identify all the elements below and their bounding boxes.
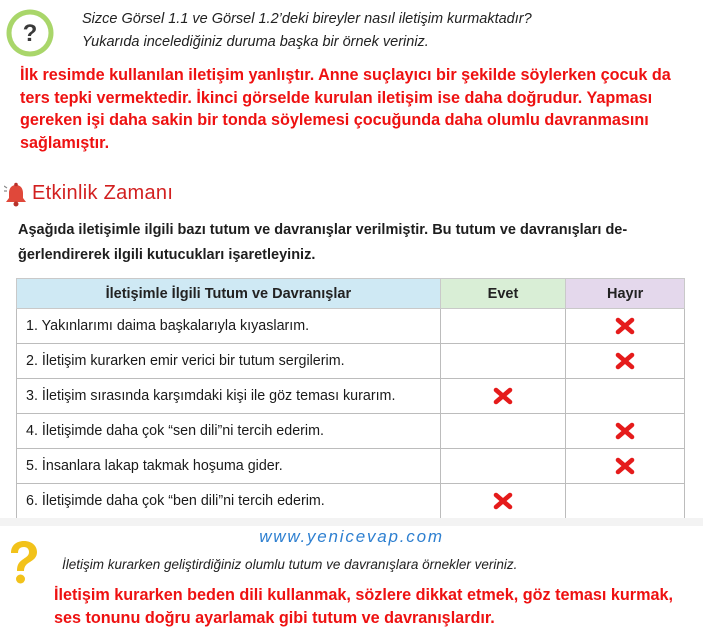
checkbox-yes[interactable] <box>440 379 566 414</box>
red-x-mark-icon <box>493 387 513 405</box>
red-x-mark-icon <box>615 457 635 475</box>
row-statement: 2. İletişim kurarken emir verici bir tutum sergilerim. <box>17 344 441 379</box>
question-1-line-1: Sizce Görsel 1.1 ve Görsel 1.2’deki bireyler nasıl iletişim kurmaktadır? <box>82 11 532 27</box>
watermark: www.yenicevap.com <box>259 527 444 546</box>
divider-band <box>0 518 703 526</box>
row-statement: 6. İletişimde daha çok “ben dili”ni tercih ederim. <box>17 484 441 519</box>
answer-2: İletişim kurarken beden dili kullanmak, sözlere dikkat etmek, göz teması kurmak, ses tonunu doğru ayarlamak gibi tutum ve davranışlardır. <box>54 586 673 627</box>
table-row <box>17 484 685 519</box>
checkbox-yes[interactable] <box>440 484 566 519</box>
checkbox-no[interactable] <box>566 484 685 519</box>
question-1-line-2: Yukarıda incelediğiniz duruma başka bir örnek veriniz. <box>82 34 429 50</box>
question-mark-icon <box>6 540 40 586</box>
header-behaviors: İletişimle İlgili Tutum ve Davranışlar <box>17 279 441 309</box>
row-statement: 5. İnsanlara lakap takmak hoşuma gider. <box>17 449 441 484</box>
question-2: İletişim kurarken geliştirdiğiniz olumlu tutum ve davranışlara örnekler veriniz. <box>62 557 518 572</box>
table-header-row <box>17 279 685 309</box>
checkbox-no[interactable] <box>566 414 685 449</box>
header-yes: Evet <box>440 279 566 309</box>
checkbox-yes[interactable] <box>440 309 566 344</box>
checkbox-no[interactable] <box>566 344 685 379</box>
svg-text:?: ? <box>22 20 38 47</box>
row-statement: 3. İletişim sırasında karşımdaki kişi ile göz teması kurarım. <box>17 379 441 414</box>
activity-title: Etkinlik Zamanı <box>32 182 174 204</box>
checkbox-no[interactable] <box>566 379 685 414</box>
checkbox-no[interactable] <box>566 309 685 344</box>
table-row <box>17 449 685 484</box>
answer-1: İlk resimde kullanılan iletişim yanlıştır. Anne suçlayıcı bir şekilde söylerken çocuk da ters tepki vermektedir. İkinci görselde kurulan iletişim ise daha doğrudur. Yapması gereken işi daha sakin bir tonda söylemesi çocuğunda daha olumlu davranmasını sağlamıştır. <box>20 66 671 152</box>
table-row <box>17 379 685 414</box>
red-x-mark-icon <box>615 352 635 370</box>
checkbox-no[interactable] <box>566 449 685 484</box>
activity-instruction: Aşağıda iletişimle ilgili bazı tutum ve davranışlar verilmiştir. Bu tutum ve davranışları de-ğerlendirerek ilgili kutucukları işaretleyiniz. <box>18 222 628 263</box>
table-row <box>17 344 685 379</box>
checkbox-yes[interactable] <box>440 449 566 484</box>
checkbox-yes[interactable] <box>440 344 566 379</box>
table-row <box>17 414 685 449</box>
header-no: Hayır <box>566 279 685 309</box>
red-x-mark-icon <box>615 317 635 335</box>
checkbox-yes[interactable] <box>440 414 566 449</box>
question-1 <box>82 8 532 54</box>
bell-icon <box>4 182 28 208</box>
row-statement: 1. Yakınlarımı daima başkalarıyla kıyaslarım. <box>17 309 441 344</box>
red-x-mark-icon <box>493 492 513 510</box>
red-x-mark-icon <box>615 422 635 440</box>
row-statement: 4. İletişimde daha çok “sen dili”ni tercih ederim. <box>17 414 441 449</box>
attitude-table <box>16 278 685 519</box>
table-row <box>17 309 685 344</box>
question-circle-icon <box>5 8 55 58</box>
